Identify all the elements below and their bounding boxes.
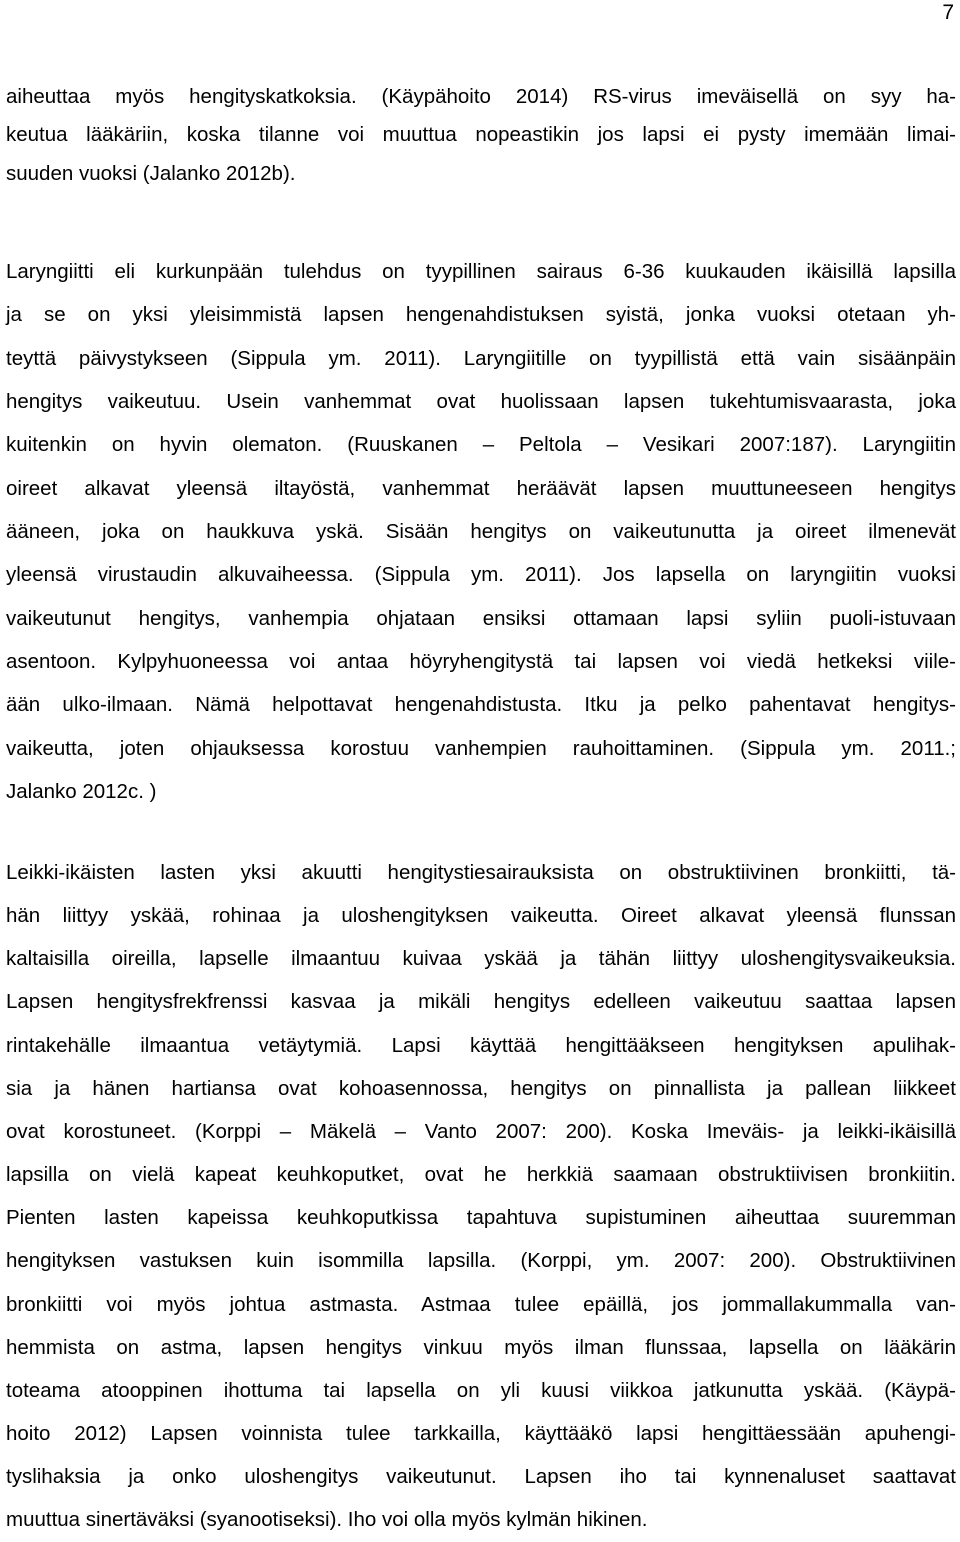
text-line: kaltaisilla oireilla, lapselle ilmaantuu kuivaa yskää ja tähän liittyy uloshengitysvaikeuksia. [6,947,956,971]
text-line: ja se on yksi yleisimmistä lapsen hengenahdistuksen syistä, jonka vuoksi otetaan yh- [6,303,956,327]
text-line: hemmista on astma, lapsen hengitys vinkuu myös ilman flunssaa, lapsella on lääkärin [6,1335,956,1359]
paragraph-rs-virus [6,78,956,193]
text-line: hengityksen vastuksen kuin isommilla lapsilla. (Korppi, ym. 2007: 200). Obstruktiivinen [6,1249,956,1273]
text-line: aiheuttaa myös hengityskatkoksia. (Käypähoito 2014) RS-virus imeväisellä on syy ha- [6,85,956,108]
text-line: hengitys vaikeutuu. Usein vanhemmat ovat huolissaan lapsen tukehtumisvaarasta, joka [6,390,956,414]
text-line: oireet alkavat yleensä iltayöstä, vanhemmat heräävät lapsen muuttuneeseen hengitys [6,476,956,500]
text-line: asentoon. Kylpyhuoneessa voi antaa höyryhengitystä tai lapsen voi viedä hetkeksi viile- [6,650,956,674]
text-line: ovat korostuneet. (Korppi – Mäkelä – Vanto 2007: 200). Koska Imeväis- ja leikki-ikäisillä [6,1119,956,1143]
text-line: kuitenkin on hyvin olematon. (Ruuskanen – Peltola – Vesikari 2007:187). Laryngiitin [6,433,956,457]
text-line: Laryngiitti eli kurkunpään tulehdus on tyypillinen sairaus 6-36 kuukauden ikäisillä lapsilla [6,260,956,283]
text-line: muuttua sinertäväksi (syanootiseksi). Iho voi olla myös kylmän hikinen. [6,1508,648,1532]
text-line: suuden vuoksi (Jalanko 2012b). [6,161,296,185]
text-line: tyslihaksia ja onko uloshengitys vaikeutunut. Lapsen iho tai kynnenaluset saattavat [6,1465,956,1489]
text-line: vaikeutta, joten ohjauksessa korostuu vanhempien rauhoittaminen. (Sippula ym. 2011.; [6,736,956,760]
text-line: Leikki-ikäisten lasten yksi akuutti hengitystiesairauksista on obstruktiivinen bronkiitti, tä- [6,861,956,884]
text-line: ään ulko-ilmaan. Nämä helpottavat hengenahdistusta. Itku ja pelko pahentavat hengitys- [6,693,956,717]
page-number: 7 [942,1,954,24]
paragraph-obstructive-bronchitis [6,851,956,1542]
text-line: hän liittyy yskää, rohinaa ja uloshengityksen vaikeutta. Oireet alkavat yleensä flunssan [6,904,956,928]
text-line: teyttä päivystykseen (Sippula ym. 2011). Laryngiitille on tyypillistä että vain sisäänpäin [6,346,956,370]
text-line: keutua lääkäriin, koska tilanne voi muuttua nopeastikin jos lapsi ei pysty imemään limai- [6,123,956,147]
text-line: sia ja hänen hartiansa ovat kohoasennossa, hengitys on pinnallista ja pallean liikkeet [6,1076,956,1100]
text-line: toteama atooppinen ihottuma tai lapsella on yli kuusi viikkoa jatkunutta yskää. (Käypä- [6,1378,956,1402]
paragraph-laryngitis [6,250,956,813]
text-line: Jalanko 2012c. ) [6,780,157,804]
text-line: lapsilla on vielä kapeat keuhkoputket, ovat he herkkiä saamaan obstruktiivisen bronkiitin. [6,1163,956,1187]
text-line: yleensä virustaudin alkuvaiheessa. (Sippula ym. 2011). Jos lapsella on laryngiitin vuoksi [6,563,956,587]
text-line: ääneen, joka on haukkuva yskä. Sisään hengitys on vaikeutunutta ja oireet ilmenevät [6,520,956,544]
text-line: vaikeutunut hengitys, vanhempia ohjataan ensiksi ottamaan lapsi syliin puoli-istuvaan [6,606,956,630]
text-line: bronkiitti voi myös johtua astmasta. Astmaa tulee epäillä, jos jommallakummalla van- [6,1292,956,1316]
text-line: Pienten lasten kapeissa keuhkoputkissa tapahtuva supistuminen aiheuttaa suuremman [6,1206,956,1230]
text-line: Lapsen hengitysfrekfrenssi kasvaa ja mikäli hengitys edelleen vaikeutuu saattaa lapsen [6,990,956,1014]
text-line: rintakehälle ilmaantua vetäytymiä. Lapsi käyttää hengittääkseen hengityksen apulihak- [6,1033,956,1057]
text-line: hoito 2012) Lapsen voinnista tulee tarkkailla, käyttääkö lapsi hengittäessään apuhengi- [6,1422,956,1446]
